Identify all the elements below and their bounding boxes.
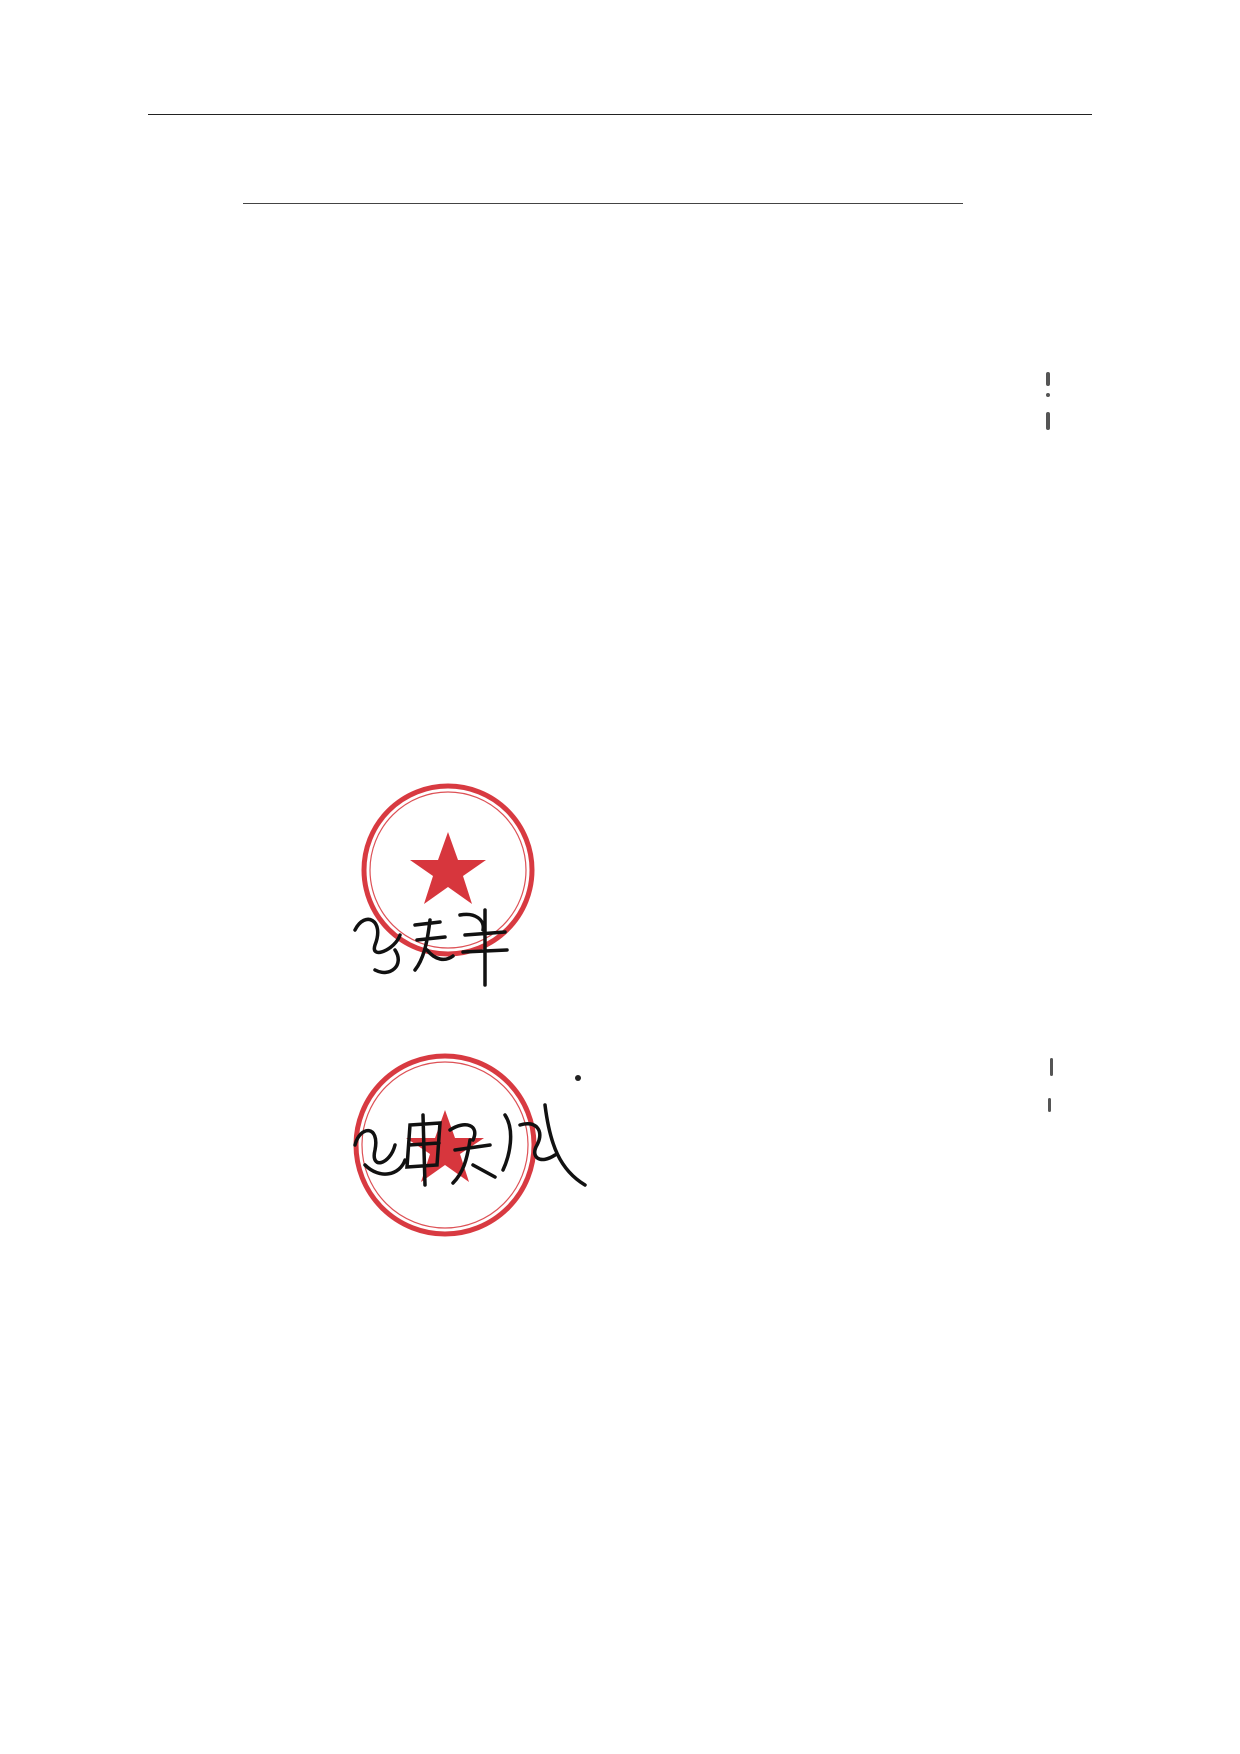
- scan-edge-mark: [1050, 1058, 1053, 1076]
- scan-edge-mark: [1046, 393, 1050, 397]
- scan-edge-mark: [1046, 412, 1050, 430]
- scan-edge-mark: [1046, 372, 1050, 386]
- scanned-contract-page: [240, 140, 970, 1400]
- header-rule: [148, 114, 1092, 115]
- scan-speck: [575, 1075, 581, 1081]
- scan-edge-mark: [1048, 1098, 1051, 1112]
- scan-header-rule: [243, 203, 963, 204]
